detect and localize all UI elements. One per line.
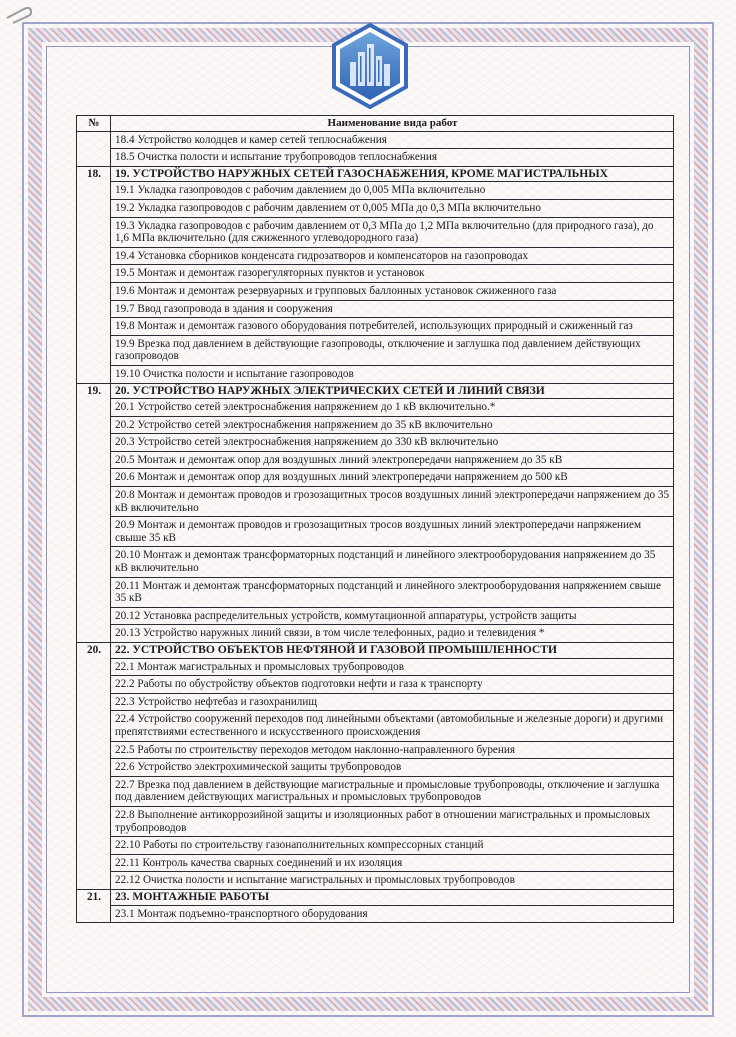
work-item: 20.9 Монтаж и демонтаж проводов и грозозащитных тросов воздушных линий электропередачи напряжением свыше 35 кВ xyxy=(111,517,674,547)
table-row xyxy=(77,300,674,318)
work-item: 22.7 Врезка под давлением в действующие магистральные и промысловые трубопроводы, отключение и заглушка под давлением действующих магистральных и промысловых трубопроводов xyxy=(111,776,674,806)
work-item: 22.11 Контроль качества сварных соединений и их изоляция xyxy=(111,854,674,872)
table-row xyxy=(77,335,674,365)
work-item: 23.1 Монтаж подъемно-транспортного оборудования xyxy=(111,905,674,923)
table-row xyxy=(77,837,674,855)
work-item: 20.13 Устройство наружных линий связи, в том числе телефонных, радио и телевидения * xyxy=(111,625,674,643)
organization-emblem-icon xyxy=(330,22,410,110)
table-body xyxy=(77,131,674,923)
table-row xyxy=(77,469,674,487)
table-row xyxy=(77,399,674,417)
table-row xyxy=(77,693,674,711)
work-item: 19.9 Врезка под давлением в действующие газопроводы, отключение и заглушка под давлением действующих газопроводов xyxy=(111,335,674,365)
table-row xyxy=(77,806,674,836)
row-number: 19. xyxy=(77,383,111,643)
section-row xyxy=(77,643,674,659)
header-work-type: Наименование вида работ xyxy=(111,116,674,132)
work-item: 22.3 Устройство нефтебаз и газохранилищ xyxy=(111,693,674,711)
section-title: 23. МОНТАЖНЫЕ РАБОТЫ xyxy=(111,889,674,905)
table-row xyxy=(77,217,674,247)
table-row xyxy=(77,265,674,283)
work-item: 22.6 Устройство электрохимической защиты трубопроводов xyxy=(111,759,674,777)
row-number: 18. xyxy=(77,166,111,383)
work-item: 20.10 Монтаж и демонтаж трансформаторных подстанций и линейного электрооборудования напряжением до 35 кВ включительно xyxy=(111,547,674,577)
table-row xyxy=(77,182,674,200)
table-row xyxy=(77,416,674,434)
work-item: 20.8 Монтаж и демонтаж проводов и грозозащитных тросов воздушных линий электропередачи напряжением до 35 кВ включительно xyxy=(111,487,674,517)
work-item: 19.3 Укладка газопроводов с рабочим давлением от 0,3 МПа до 1,2 МПа включительно (для природного газа), до 1,6 МПа включительно (для сжиженного углеводородного газа) xyxy=(111,217,674,247)
work-item: 19.2 Укладка газопроводов с рабочим давлением от 0,005 МПа до 0,3 МПа включительно xyxy=(111,199,674,217)
work-item: 22.12 Очистка полости и испытание магистральных и промысловых трубопроводов xyxy=(111,872,674,890)
table-row xyxy=(77,199,674,217)
table-row xyxy=(77,854,674,872)
work-item: 20.2 Устройство сетей электроснабжения напряжением до 35 кВ включительно xyxy=(111,416,674,434)
table-row xyxy=(77,451,674,469)
section-title: 20. УСТРОЙСТВО НАРУЖНЫХ ЭЛЕКТРИЧЕСКИХ СЕТЕЙ И ЛИНИЙ СВЯЗИ xyxy=(111,383,674,399)
header-number: № xyxy=(77,116,111,132)
table-row xyxy=(77,711,674,741)
table-row xyxy=(77,149,674,167)
table-row xyxy=(77,547,674,577)
section-row xyxy=(77,889,674,905)
work-item: 20.6 Монтаж и демонтаж опор для воздушных линий электропередачи напряжением до 500 кВ xyxy=(111,469,674,487)
row-number xyxy=(77,131,111,166)
table-row xyxy=(77,131,674,149)
table-row xyxy=(77,247,674,265)
row-number: 21. xyxy=(77,889,111,922)
table-row xyxy=(77,625,674,643)
work-item: 18.5 Очистка полости и испытание трубопроводов теплоснабжения xyxy=(111,149,674,167)
work-item: 19.10 Очистка полости и испытание газопроводов xyxy=(111,365,674,383)
work-item: 19.4 Установка сборников конденсата гидрозатворов и компенсаторов на газопроводах xyxy=(111,247,674,265)
table-row xyxy=(77,282,674,300)
table-row xyxy=(77,318,674,336)
table-row xyxy=(77,487,674,517)
work-item: 19.1 Укладка газопроводов с рабочим давлением до 0,005 МПа включительно xyxy=(111,182,674,200)
table-row xyxy=(77,676,674,694)
work-item: 20.5 Монтаж и демонтаж опор для воздушных линий электропередачи напряжением до 35 кВ xyxy=(111,451,674,469)
table-row xyxy=(77,365,674,383)
work-item: 22.8 Выполнение антикоррозийной защиты и изоляционных работ в отношении магистральных и промысловых трубопроводов xyxy=(111,806,674,836)
section-row xyxy=(77,383,674,399)
table-row xyxy=(77,872,674,890)
table-header-row xyxy=(77,116,674,132)
table-row xyxy=(77,658,674,676)
work-item: 20.12 Установка распределительных устройств, коммутационной аппаратуры, устройств защиты xyxy=(111,607,674,625)
work-item: 19.7 Ввод газопровода в здания и сооружения xyxy=(111,300,674,318)
section-title: 19. УСТРОЙСТВО НАРУЖНЫХ СЕТЕЙ ГАЗОСНАБЖЕНИЯ, КРОМЕ МАГИСТРАЛЬНЫХ xyxy=(111,166,674,182)
work-item: 20.1 Устройство сетей электроснабжения напряжением до 1 кВ включительно.* xyxy=(111,399,674,417)
table-row xyxy=(77,517,674,547)
work-types-table xyxy=(76,115,674,923)
work-item: 22.1 Монтаж магистральных и промысловых трубопроводов xyxy=(111,658,674,676)
work-item: 18.4 Устройство колодцев и камер сетей теплоснабжения xyxy=(111,131,674,149)
paperclip-icon xyxy=(4,4,34,26)
work-item: 19.6 Монтаж и демонтаж резервуарных и групповых баллонных установок сжиженного газа xyxy=(111,282,674,300)
work-item: 22.10 Работы по строительству газонаполнительных компрессорных станций xyxy=(111,837,674,855)
work-item: 19.5 Монтаж и демонтаж газорегуляторных пунктов и установок xyxy=(111,265,674,283)
work-item: 22.2 Работы по обустройству объектов подготовки нефти и газа к транспорту xyxy=(111,676,674,694)
row-number: 20. xyxy=(77,643,111,890)
table-row xyxy=(77,577,674,607)
work-item: 22.4 Устройство сооружений переходов под линейными объектами (автомобильные и железные дороги) и другими препятствиями естественного и искусственного происхождения xyxy=(111,711,674,741)
table-row xyxy=(77,741,674,759)
section-row xyxy=(77,166,674,182)
table-row xyxy=(77,776,674,806)
work-item: 22.5 Работы по строительству переходов методом наклонно-направленного бурения xyxy=(111,741,674,759)
work-item: 19.8 Монтаж и демонтаж газового оборудования потребителей, использующих природный и сжиженный газ xyxy=(111,318,674,336)
table-row xyxy=(77,905,674,923)
work-item: 20.3 Устройство сетей электроснабжения напряжением до 330 кВ включительно xyxy=(111,434,674,452)
section-title: 22. УСТРОЙСТВО ОБЪЕКТОВ НЕФТЯНОЙ И ГАЗОВОЙ ПРОМЫШЛЕННОСТИ xyxy=(111,643,674,659)
table-row xyxy=(77,759,674,777)
table-row xyxy=(77,434,674,452)
work-item: 20.11 Монтаж и демонтаж трансформаторных подстанций и линейного электрооборудования напряжением свыше 35 кВ xyxy=(111,577,674,607)
table-row xyxy=(77,607,674,625)
